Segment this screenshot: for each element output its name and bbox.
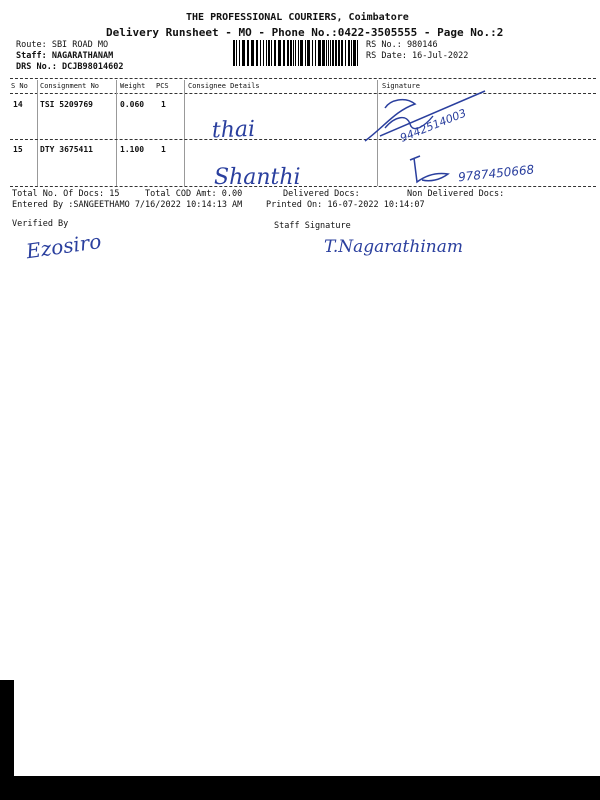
barcode-bar — [345, 40, 346, 66]
table-header-rule — [10, 93, 596, 94]
row-consignment: DTY 3675411 — [40, 145, 93, 154]
col-pcs: PCS — [156, 82, 169, 90]
route-label: Route: SBI ROAD MO — [16, 40, 109, 50]
col-divider — [184, 80, 185, 186]
barcode-bar — [312, 40, 313, 66]
barcode-bar — [326, 40, 327, 66]
barcode-bar — [307, 40, 310, 66]
row-weight: 1.100 — [120, 145, 145, 154]
rs-number: RS No.: 980146 — [366, 40, 438, 50]
barcode-bar — [315, 40, 316, 66]
barcode-bar — [305, 40, 306, 66]
consignee-handwriting-thai — [210, 112, 300, 142]
barcode-bar — [300, 40, 303, 66]
row-separator — [10, 139, 596, 140]
row-sno: 14 — [13, 100, 23, 109]
rs-date: RS Date: 16-Jul-2022 — [366, 51, 469, 61]
row-sno: 15 — [13, 145, 23, 154]
barcode-bar — [278, 40, 281, 66]
barcode-bar — [233, 40, 235, 66]
row-pcs: 1 — [161, 145, 166, 154]
barcode-bar — [293, 40, 294, 66]
svg-text:9787450668: 9787450668 — [457, 162, 535, 185]
col-signature: Signature — [382, 82, 420, 90]
signature-row-15 — [400, 152, 570, 188]
barcode-bar — [328, 40, 329, 66]
barcode-bar — [251, 40, 254, 66]
barcode-bar — [283, 40, 285, 66]
barcode-bar — [287, 40, 289, 66]
verified-by-signature — [22, 222, 132, 262]
barcode-bar — [236, 40, 237, 66]
total-cod: Total COD Amt: 0.00 — [145, 189, 243, 199]
row-weight: 0.060 — [120, 100, 145, 109]
scan-edge-bottom — [0, 776, 600, 800]
col-weight: Weight — [120, 82, 146, 90]
barcode-bar — [256, 40, 258, 66]
barcode-bar — [338, 40, 340, 66]
barcode-bar — [357, 40, 358, 66]
barcode-bar — [263, 40, 264, 66]
barcode-bar — [242, 40, 245, 66]
svg-text:T.Nagarathinam: T.Nagarathinam — [324, 237, 463, 257]
col-sno: S No — [11, 82, 28, 90]
svg-text:9442514003: 9442514003 — [398, 106, 469, 145]
entered-by: Entered By :SANGEETHAMO 7/16/2022 10:14:13 AM — [12, 200, 243, 210]
runsheet-title: Delivery Runsheet - MO - Phone No.:0422-3505555 - Page No.:2 — [106, 26, 504, 39]
barcode-bar — [239, 40, 240, 66]
svg-text:thai: thai — [211, 116, 256, 144]
barcode-bar — [330, 40, 331, 66]
col-divider — [116, 80, 117, 186]
printed-on: Printed On: 16-07-2022 10:14:07 — [266, 200, 425, 210]
barcode-bar — [266, 40, 267, 66]
staff-signature-handwriting — [322, 230, 512, 262]
barcode-bar — [348, 40, 350, 66]
barcode-bar — [341, 40, 343, 66]
barcode-bar — [290, 40, 292, 66]
total-docs: Total No. Of Docs: 15 — [12, 189, 120, 199]
barcode-bar — [298, 40, 299, 66]
row-pcs: 1 — [161, 100, 166, 109]
svg-text:Shanthi: Shanthi — [214, 165, 301, 190]
barcode-bar — [274, 40, 276, 66]
barcode-bar — [295, 40, 296, 66]
row-consignment: TSI 5209769 — [40, 100, 93, 109]
col-divider — [37, 80, 38, 186]
col-consignee: Consignee Details — [188, 82, 260, 90]
barcode-bar — [271, 40, 272, 66]
non-delivered-docs: Non Delivered Docs: — [407, 189, 505, 199]
barcode-bar — [247, 40, 249, 66]
col-consignment: Consignment No — [40, 82, 100, 90]
barcode-bar — [353, 40, 356, 66]
barcode-bar — [318, 40, 321, 66]
scan-edge-left — [0, 680, 14, 780]
barcode-bar — [260, 40, 261, 66]
signature-row-14 — [355, 86, 495, 146]
barcode-bar — [335, 40, 337, 66]
barcode-bar — [332, 40, 334, 66]
barcode-bar — [268, 40, 270, 66]
barcode-bar — [351, 40, 352, 66]
barcode — [233, 40, 360, 66]
consignee-handwriting-shanthi — [212, 160, 322, 192]
staff-signature-label: Staff Signature — [274, 221, 351, 231]
staff-label: Staff: NAGARATHANAM — [16, 51, 114, 61]
drs-number: DRS No.: DCJB98014602 — [16, 62, 124, 72]
barcode-bar — [322, 40, 325, 66]
verified-by-label: Verified By — [12, 219, 69, 229]
delivered-docs: Delivered Docs: — [283, 189, 360, 199]
company-name: THE PROFESSIONAL COURIERS, Coimbatore — [186, 12, 409, 23]
svg-text:Ezosiro: Ezosiro — [24, 229, 103, 264]
table-top-rule — [10, 78, 596, 79]
